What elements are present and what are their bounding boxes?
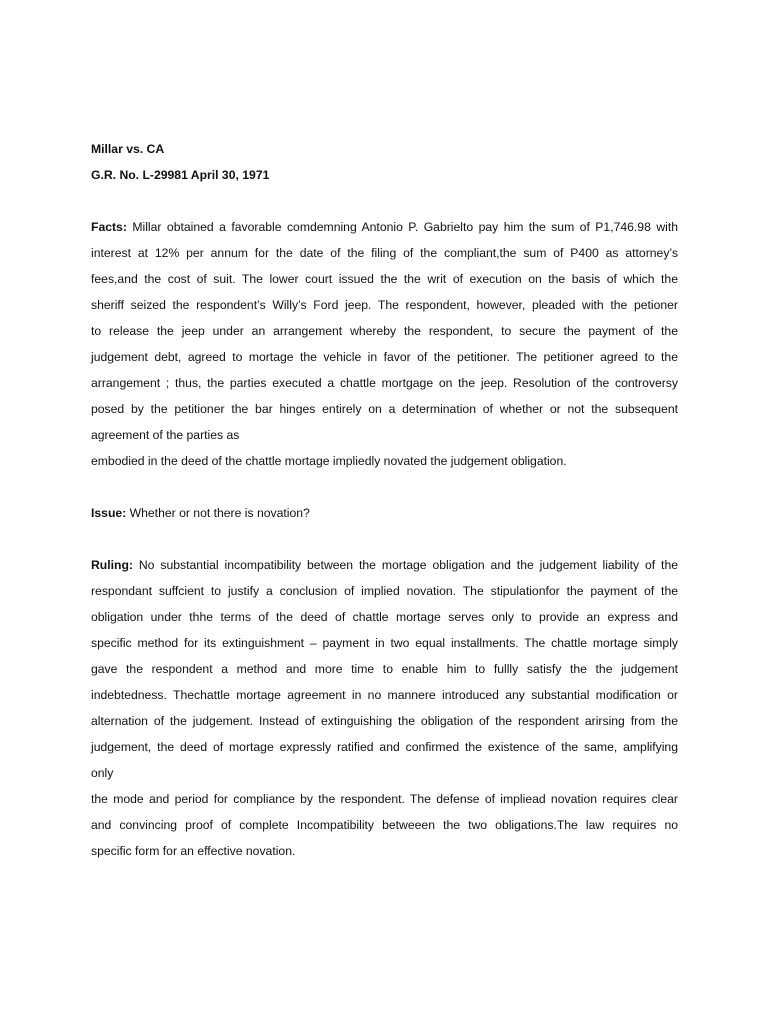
ruling-line: specific method for its extinguishment – payment in two equal installments. The chattle mortage simply bbox=[91, 636, 678, 650]
ruling-line: judgement, the deed of mortage expressly ratified and confirmed the existence of the same, amplifying bbox=[91, 740, 678, 754]
facts-line: sheriff seized the respondent’s Willy’s Ford jeep. The respondent, however, pleaded with the petioner bbox=[91, 298, 678, 312]
ruling-section bbox=[91, 552, 678, 864]
case-title: Millar vs. CA bbox=[91, 142, 165, 156]
facts-section bbox=[91, 214, 678, 474]
ruling-line: obligation under thhe terms of the deed of chattle mortage serves only to provide an express and bbox=[91, 610, 678, 624]
ruling-line: alternation of the judgement. Instead of extinguishing the obligation of the respondent arirsing from the bbox=[91, 714, 678, 728]
ruling-line: and convincing proof of complete Incompatibility betweeen the two obligations.The law requires no bbox=[91, 818, 678, 832]
ruling-line: indebtedness. Thechattle mortage agreement in no mannere introduced any substantial modification or bbox=[91, 688, 678, 702]
ruling-line: specific form for an effective novation. bbox=[91, 844, 296, 858]
issue-text: Whether or not there is novation? bbox=[126, 506, 310, 520]
facts-line: judgement debt, agreed to mortage the vehicle in favor of the petitioner. The petitioner agreed to the bbox=[91, 350, 678, 364]
ruling-line: respondant suffcient to justify a conclusion of implied novation. The stipulationfor the payment of the bbox=[91, 584, 678, 598]
ruling-line: only bbox=[91, 766, 114, 780]
ruling-label: Ruling: bbox=[91, 558, 133, 572]
issue-section bbox=[91, 500, 678, 526]
facts-line bbox=[91, 214, 678, 240]
facts-text: Millar obtained a favorable comdemning Antonio P. Gabrielto pay him the sum of P1,746.98 with bbox=[126, 220, 678, 234]
ruling-line: the mode and period for compliance by the respondent. The defense of impliead novation requires clear bbox=[91, 792, 678, 806]
facts-label: Facts: bbox=[91, 220, 127, 234]
facts-line: to release the jeep under an arrangement whereby the respondent, to secure the payment of the bbox=[91, 324, 678, 338]
facts-line: arrangement ; thus, the parties executed a chattle mortgage on the jeep. Resolution of the controversy bbox=[91, 376, 678, 390]
ruling-text: No substantial incompatibility between the mortage obligation and the judgement liability of the bbox=[132, 558, 678, 572]
facts-line: agreement of the parties as bbox=[91, 428, 240, 442]
issue-label: Issue: bbox=[91, 506, 127, 520]
facts-line: embodied in the deed of the chattle mortage impliedly novated the judgement obligation. bbox=[91, 454, 567, 468]
spacer bbox=[91, 188, 678, 214]
ruling-line: gave the respondent a method and more time to enable him to fullly satisfy the the judgement bbox=[91, 662, 678, 676]
case-number: G.R. No. L-29981 April 30, 1971 bbox=[91, 168, 270, 182]
spacer bbox=[91, 474, 678, 500]
ruling-line bbox=[91, 552, 678, 578]
facts-line: fees,and the cost of suit. The lower court issued the the writ of execution on the basis of which the bbox=[91, 272, 678, 286]
spacer bbox=[91, 526, 678, 552]
facts-line: interest at 12% per annum for the date of the filing of the compliant,the sum of P400 as attorney’s bbox=[91, 246, 678, 260]
document-page bbox=[91, 136, 678, 864]
facts-line: posed by the petitioner the bar hinges entirely on a determination of whether or not the subsequent bbox=[91, 402, 678, 416]
